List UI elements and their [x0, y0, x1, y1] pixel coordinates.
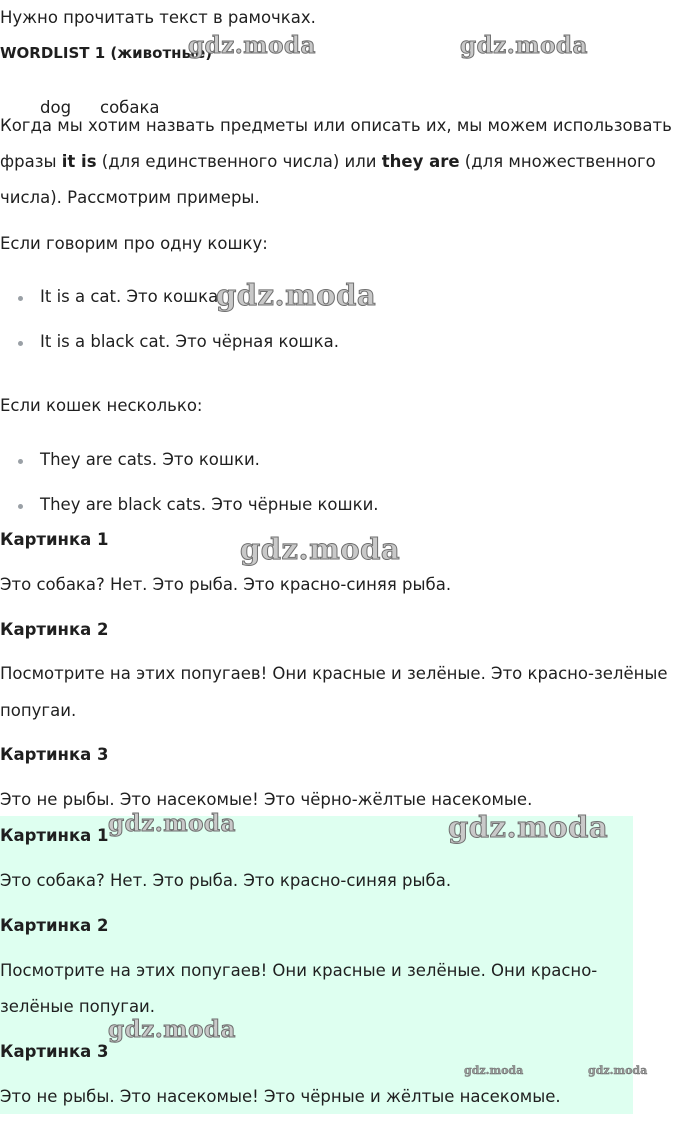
wordlist-word-en: dog	[40, 98, 72, 117]
picture-1-title: Картинка 1	[0, 530, 109, 549]
intro-text: Нужно прочитать текст в рамочках.	[0, 8, 316, 27]
answer-3-title: Картинка 3	[0, 1042, 109, 1061]
watermark: gdz.moda	[188, 32, 316, 59]
watermark: gdz.moda	[588, 1064, 648, 1077]
wordlist-clipped-row	[0, 96, 200, 117]
bullet-dot	[18, 504, 23, 509]
picture-2-text-line-2: попугаи.	[0, 701, 77, 720]
singular-intro: Если говорим про одну кошку:	[0, 234, 268, 253]
explanation-line-3: числа). Рассмотрим примеры.	[0, 188, 260, 207]
watermark: gdz.moda	[216, 278, 377, 312]
answer-3-text: Это не рыбы. Это насекомые! Это чёрные и жёлтые насекомые.	[0, 1087, 561, 1106]
watermark: gdz.moda	[108, 1016, 236, 1043]
wordlist-title: WORDLIST 1 (животные)	[0, 44, 213, 62]
answer-1-title: Картинка 1	[0, 826, 109, 845]
answer-2-text-line-2: зелёные попугаи.	[0, 997, 156, 1016]
answer-2-text-line-1: Посмотрите на этих попугаев! Они красные и зелёные. Они красно-	[0, 961, 598, 980]
picture-3-text: Это не рыбы. Это насекомые! Это чёрно-жёлтые насекомые.	[0, 790, 533, 809]
plural-example-1: They are cats. Это кошки.	[40, 450, 260, 469]
explanation-line-2: фразы it is (для единственного числа) или they are (для множественного	[0, 152, 656, 171]
picture-2-text-line-1: Посмотрите на этих попугаев! Они красные и зелёные. Это красно-зелёные	[0, 664, 668, 683]
plural-example-2: They are black cats. Это чёрные кошки.	[40, 495, 379, 514]
watermark: gdz.moda	[108, 810, 236, 837]
phrase-they-are: they are	[381, 152, 460, 171]
picture-3-title: Картинка 3	[0, 745, 109, 764]
watermark: gdz.moda	[460, 32, 588, 59]
answer-1-text: Это собака? Нет. Это рыба. Это красно-синяя рыба.	[0, 871, 452, 890]
plural-intro: Если кошек несколько:	[0, 396, 203, 415]
picture-2-title: Картинка 2	[0, 620, 109, 639]
watermark: gdz.moda	[464, 1064, 524, 1077]
singular-example-1: It is a cat. Это кошка.	[40, 287, 224, 306]
explanation-line-1: Когда мы хотим назвать предметы или описать их, мы можем использовать	[0, 116, 672, 135]
answer-2-title: Картинка 2	[0, 916, 109, 935]
bullet-dot	[18, 459, 23, 464]
singular-example-2: It is a black cat. Это чёрная кошка.	[40, 332, 339, 351]
bullet-dot	[18, 296, 23, 301]
picture-1-text: Это собака? Нет. Это рыба. Это красно-синяя рыба.	[0, 575, 452, 594]
watermark: gdz.moda	[448, 810, 609, 844]
watermark: gdz.moda	[240, 532, 401, 566]
bullet-dot	[18, 341, 23, 346]
phrase-it-is: it is	[61, 152, 97, 171]
wordlist-word-ru: собака	[100, 98, 160, 117]
